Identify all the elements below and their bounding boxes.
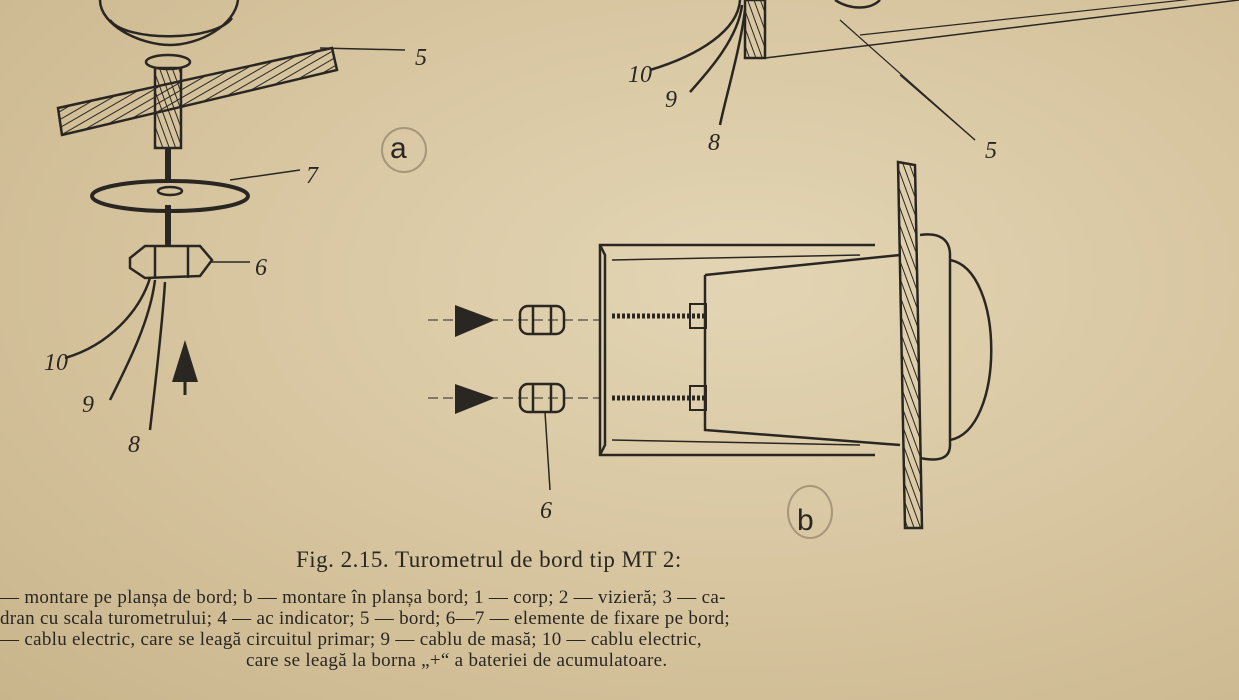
arrow-right-icon — [455, 305, 495, 337]
caption-title: Fig. 2.15. Turometrul de bord tip MT 2: — [296, 547, 682, 572]
panel-a-drawing — [58, 0, 405, 430]
panel-b-drawing — [428, 162, 991, 528]
callout-top-9: 9 — [665, 87, 677, 113]
callout-b-6: 6 — [540, 498, 552, 524]
figure-caption — [0, 547, 1239, 697]
callout-a-9: 9 — [82, 392, 94, 418]
callout-a-7: 7 — [306, 163, 318, 189]
callout-a-10: 10 — [44, 350, 68, 376]
callout-b-5: 5 — [985, 138, 997, 164]
callout-top-10: 10 — [628, 62, 652, 88]
caption-line-1: — montare pe planșa de bord; b — montare în planșa bord; 1 — corp; 2 — vizieră; 3 — ca- — [0, 587, 726, 608]
caption-line-2: dran cu scala turometrului; 4 — ac indicator; 5 — bord; 6—7 — elemente de fixare pe bord; — [0, 608, 730, 629]
callout-a-6: 6 — [255, 255, 267, 281]
caption-line-4: care se leagă la borna „+“ a bateriei de acumulatoare. — [246, 650, 668, 671]
top-drawing — [650, 0, 1239, 140]
arrow-up-icon — [172, 340, 198, 382]
caption-line-3: — cablu electric, care se leagă circuitul primar; 9 — cablu de masă; 10 — cablu electric, — [0, 629, 702, 650]
callout-top-8: 8 — [708, 130, 720, 156]
callout-a-5: 5 — [415, 45, 427, 71]
panel-label-b: b — [797, 504, 814, 537]
callout-a-8: 8 — [128, 432, 140, 458]
arrow-right-icon — [455, 384, 495, 414]
panel-label-a: a — [390, 132, 407, 165]
